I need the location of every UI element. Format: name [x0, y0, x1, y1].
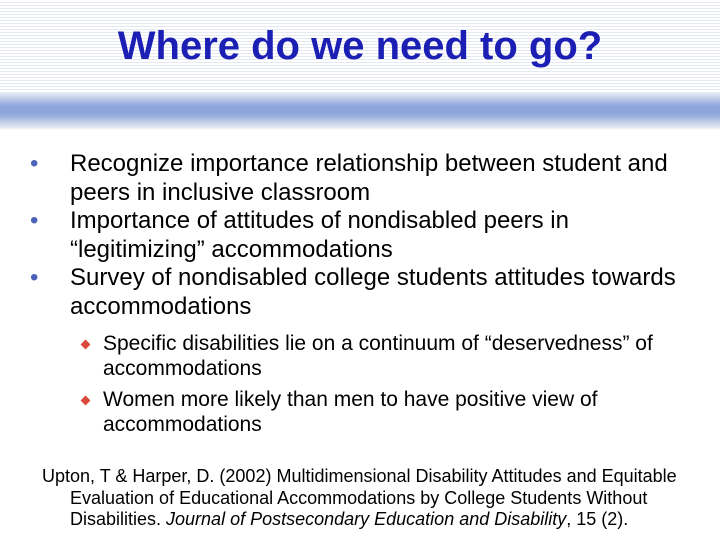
bullet-list	[0, 150, 720, 321]
slide-header	[0, 0, 720, 92]
sub-bullet-item	[0, 388, 720, 437]
slide-body	[0, 150, 720, 444]
diamond-icon	[81, 340, 91, 350]
header-divider-band	[0, 92, 720, 130]
citation-suffix: , 15 (2).	[566, 509, 629, 529]
bullet-text: Importance of attitudes of nondisabled peers in “legitimizing” accommodations	[70, 207, 569, 263]
bullet-dot-icon: •	[30, 207, 39, 234]
sub-bullet-list	[0, 332, 720, 437]
bullet-dot-icon: •	[30, 264, 39, 291]
sub-bullet-text: Women more likely than men to have positive view of accommodations	[103, 388, 598, 436]
bullet-text: Recognize importance relationship between student and peers in inclusive classroom	[70, 150, 668, 206]
citation	[42, 466, 710, 531]
bullet-item	[0, 207, 720, 264]
bullet-item	[0, 264, 720, 321]
bullet-dot-icon: •	[30, 150, 39, 177]
diamond-icon	[81, 396, 91, 406]
citation-text: Upton, T & Harper, D. (2002) Multidimensional Disability Attitudes and Equitable Evaluation of Educational Accommodations by College Students Without Disabilities.	[42, 466, 677, 529]
sub-bullet-text: Specific disabilities lie on a continuum of “deservedness” of accommodations	[103, 332, 653, 380]
slide-title: Where do we need to go?	[117, 24, 603, 68]
bullet-text: Survey of nondisabled college students attitudes towards accommodations	[70, 264, 676, 320]
sub-bullet-item	[0, 332, 720, 381]
bullet-item	[0, 150, 720, 207]
citation-journal: Journal of Postsecondary Education and Disability	[166, 509, 567, 529]
